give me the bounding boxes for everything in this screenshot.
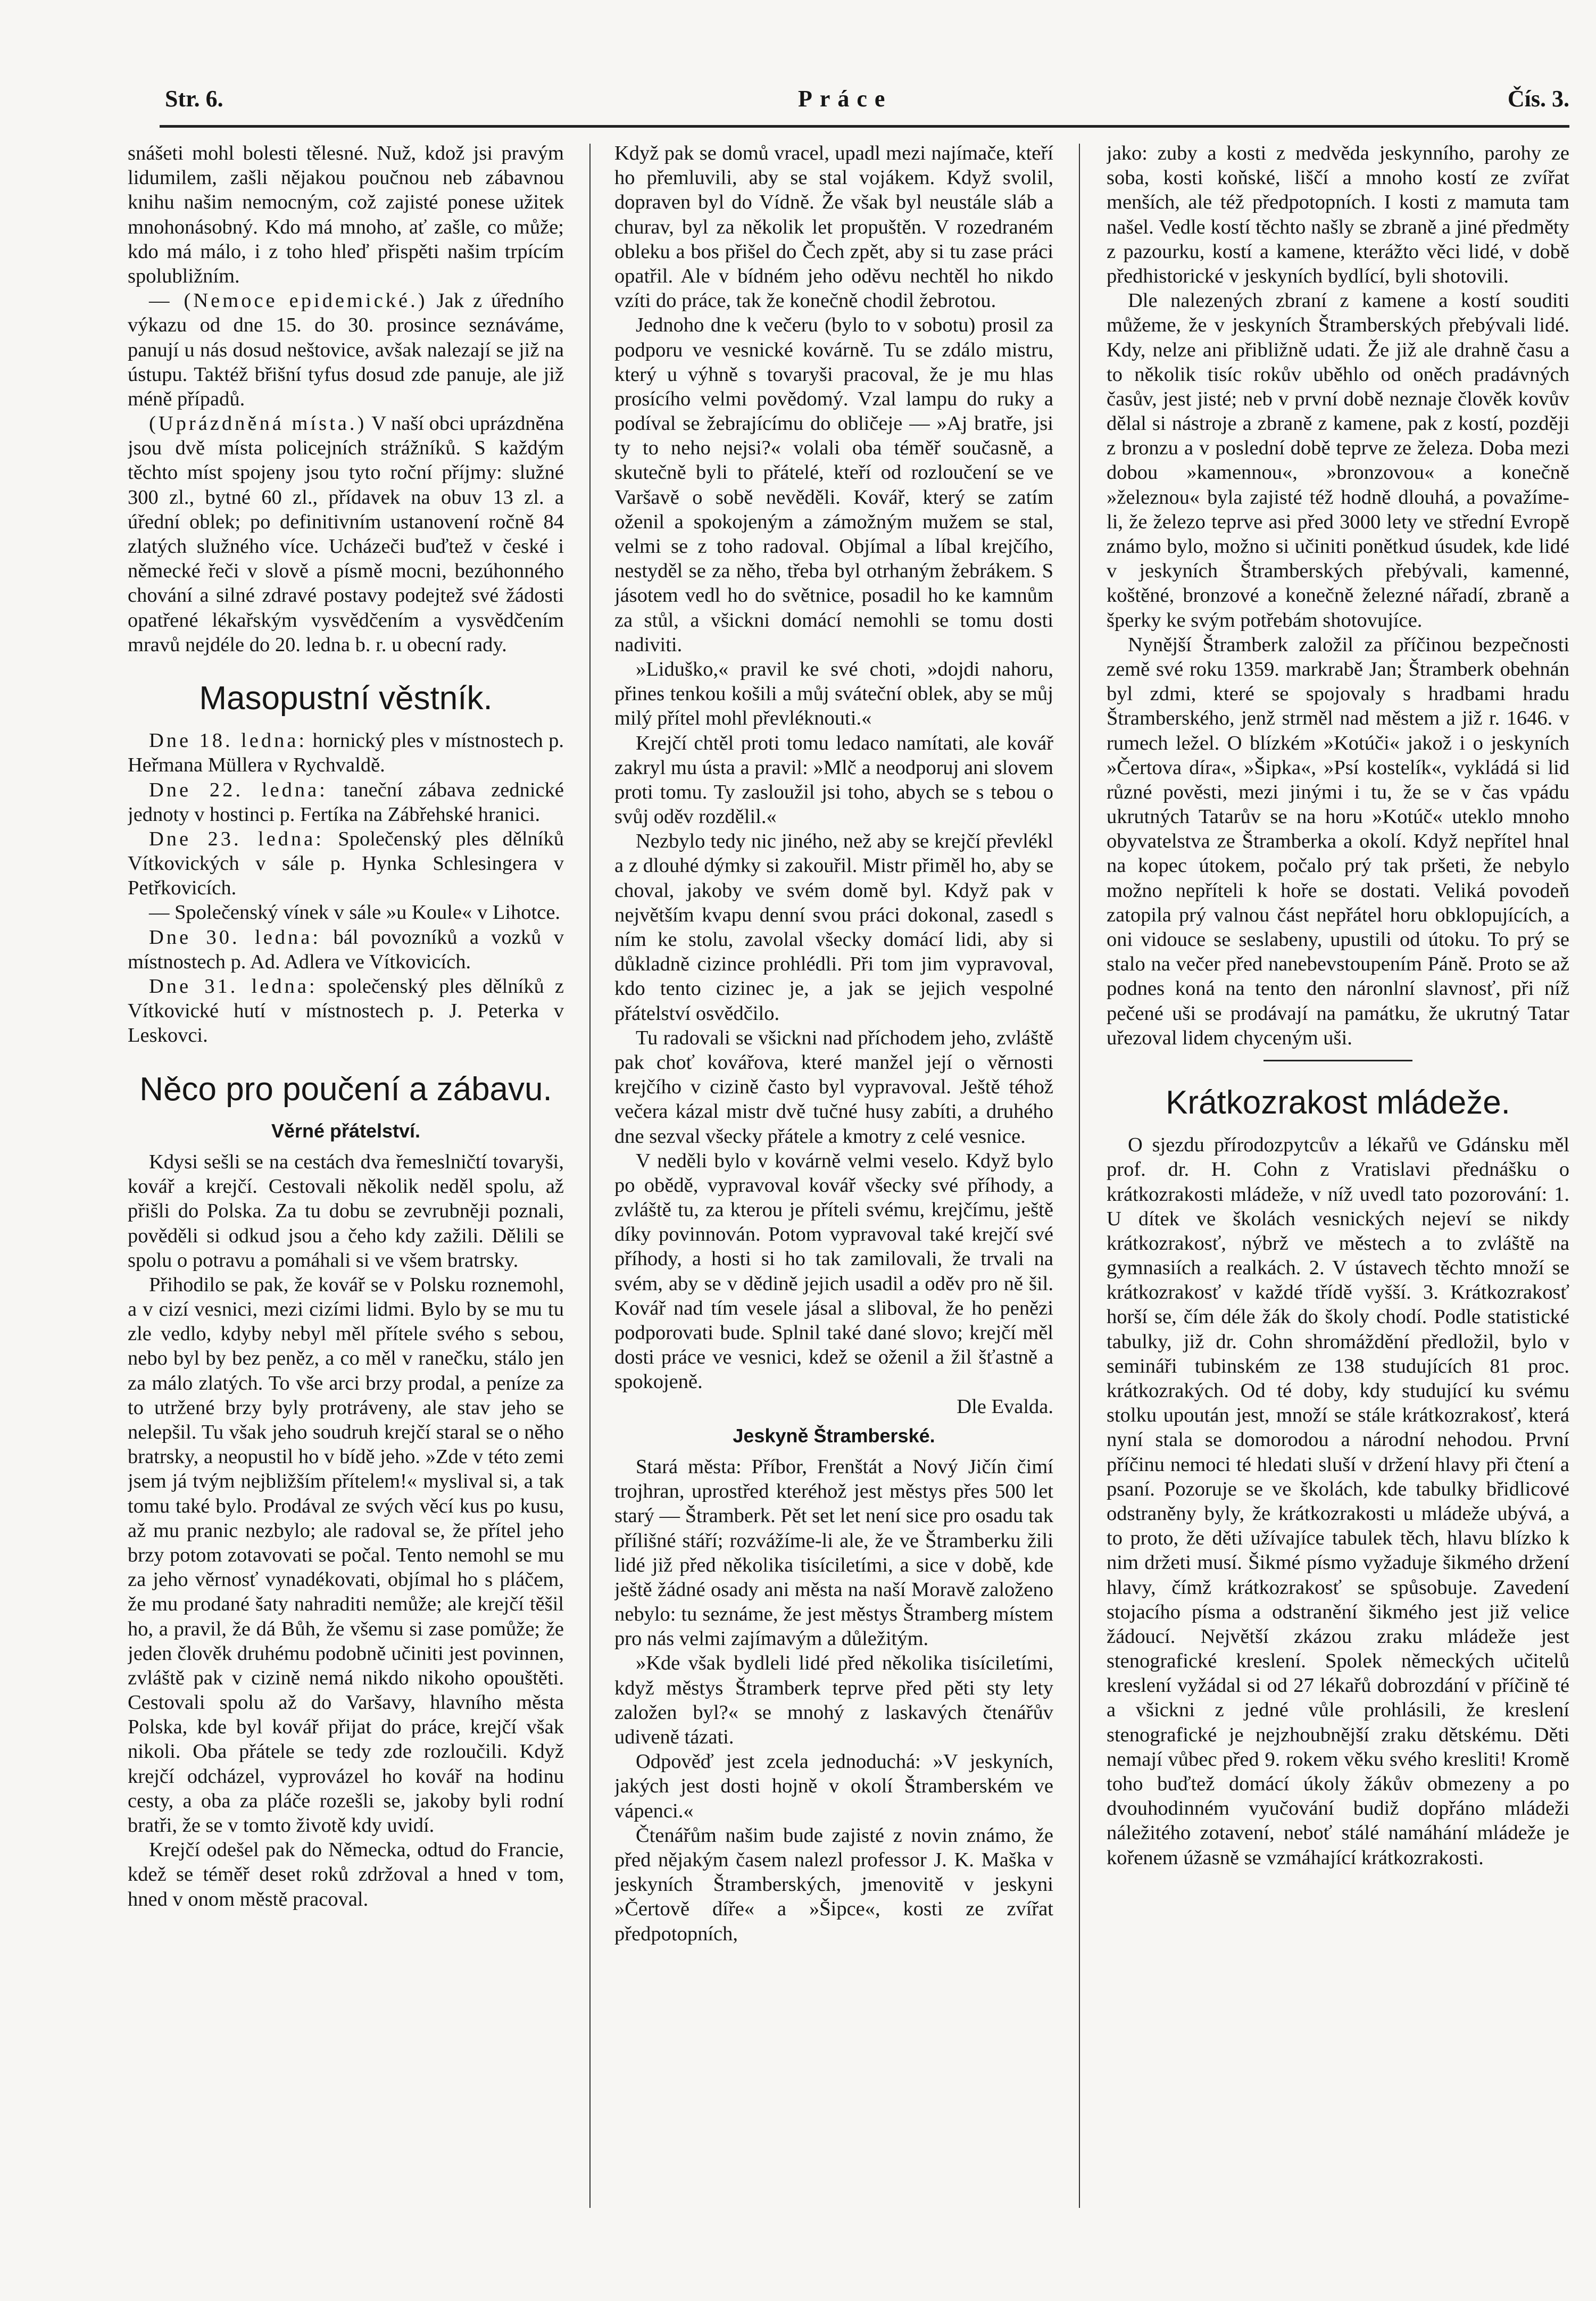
event-text: bál povozníků a vozků v místnostech p. Ad. Adlera ve Vítkovicích.: [128, 926, 564, 973]
event-date: Dne 23. ledna:: [149, 827, 324, 850]
paragraph: Jednoho dne k večeru (bylo to v sobotu) prosil za podporu ve vesnické kovárně. Tu se zdálo mistru, který u výhně s tovaryši pracoval, že je mu hlas prosícího velmi povědomý. Vzal lampu do ruky a podíval se žebrajícímu do obličeje — »Aj bratře, jsi ty to neho nejsi?« volali oba téměř současně, a skutečně byli to přátelé, kteří od rozloučení se ve Varšavě o sobě nevěděli. Kovář, který se zatím oženil a spokojeným a zámožným mužem se stal, velmi se z toho radoval. Objímal a líbal krejčího, nestyděl se za něho, třeba byl otrhaným žebrákem. S jásotem vedl ho do světnice, posadil ho ke kamnům za stůl, a všickni domácí nemohli se tomu dosti nadiviti.: [614, 314, 1053, 656]
header-rule: [160, 125, 1569, 128]
paragraph: Dle nalezených zbraní z kamene a kostí souditi můžeme, že v jeskyních Štramberských přebývali lidé. Kdy, nelze ani přibližně udati. Že již ale drahně času a to několik tisíc rokův uběhlo od oněch pradávných časův, jest jisté; neb v první době neznaje člověk kovův dělal si nástroje a zbraně z kamene, pak z kostí, později z bronzu a v poslední době teprve ze železa. Doba mezi dobou »kamennou«, »bronzovou« a konečně »železnou« byla zajisté též hodně dlouhá, a považíme-li, že železo teprve asi před 3000 lety ve střední Evropě známo bylo, možno si učiniti ponětkud úsudek, kde lidé v jeskyních Štramberských přebývali, kamenné, koštěné, bronzové a konečně železné nářadí, zbraně a šperky ke svým potřebám shotovujíce.: [1107, 289, 1569, 632]
author-signature: Dle Evalda.: [957, 1395, 1053, 1418]
news-item: [128, 411, 564, 657]
event-text: společenský ples dělníků z Vítkovické hutí v místnostech p. J. Peterka v Leskovci.: [128, 975, 564, 1047]
event-item: [128, 827, 564, 901]
paragraph: »Kde však bydleli lidé před několika tisíciletími, když městys Štramberk teprve před pěti sty lety založen byl?« se mnohý z laskavých čtenářův udiveně tázati.: [614, 1652, 1053, 1748]
event-text: taneční zábava zednické jednoty v hostinci p. Fertíka na Zábřehské hranici.: [128, 778, 564, 826]
paragraph: O sjezdu přírodozpytcův a lékařů ve Gdánsku měl prof. dr. H. Cohn z Vratislavi přednášku o krátkozrakosti mládeže, v níž uvedl tato pozorování: 1. U dítek ve školách vesnických nejeví se nikdy krátkozrakosť, nýbrž ve městech a to zvláště na gymnasiích a realkách. 2. V ústavech těchto množí se krátkozrakosť v každé třídě vyšší. 3. Krátkozrakosť horší se, čím déle žák do školy chodí. Podle statistické tabulky, již dr. Cohn shromáždění předložil, bylo v semináři tubinském ze 138 studujících 81 proc. krátkozrakých. Od té doby, kdy studující ku svému stolku upoután jest, množí se stále krátkozrakosť, která nyní stala se domorodou a národní nehodou. První příčinu nemoci té hledati sluší v držení hlavy při čtení a psaní. Pozoruje se ve školách, kde tabulky břidlicové odstraněny byly, že krátkozrakosti u mládeže ubývá, a to proto, že děti užívajíce tabulek těch, hlavu blízko k nim držeti musí. Šikmé písmo vyžaduje šikmého držení hlavy, čímž krátkozrakosť se spůsobuje. Zavedení stojacího písma a odstranění šikmého jest již velice žádoucí. Největší zkázou zraku mládeže jest stenografické kreslení. Spolek německých učitelů kreslení vyžádal si od 27 lékařů dobrozdání v příčině té a všickni z jedné vůle prohlásili, že kreslení stenografické je nejzhoubnější zraku dětskému. Děti nemají vůbec před 9. rokem věku svého kresliti! Kromě toho buďtež domácí úkoly žákův obmezeny a po dvouhodinném vyučování budiž dopřáno mládeži náležitého zotavení, neboť stálé namáhání mládeže je kořenem úžasně se vzmáhající krátkozrakosti.: [1107, 1134, 1569, 1869]
column-3: [1107, 141, 1569, 2261]
page-number: Str. 6.: [165, 86, 223, 112]
paragraph: Krejčí odešel pak do Německa, odtud do Francie, kdež se téměř deset roků zdržoval a hned v tom, hned v onom městě pracoval.: [128, 1839, 564, 1910]
paragraph: »Liduško,« pravil ke své choti, »dojdi nahoru, přines tenkou košili a můj sváteční oblek, aby se můj milý přítel mohl převléknouti.«: [614, 658, 1053, 730]
news-item: [128, 288, 564, 411]
event-item: [128, 974, 564, 1048]
news-heading: (Uprázdněná místa.): [149, 412, 367, 435]
event-item: [128, 925, 564, 974]
news-text: V naší obci uprázdněna jsou dvě místa policejních strážníků. S každým těchto míst spojeny jsou tyto roční příjmy: služné 300 zl., bytné 60 zl., přídavek na obuv 13 zl. a úřední oblek; po definitivním ustanovení ročně 84 zlatých služného více. Ucházeči buďtež v české i německé řeči v slově a písmě mocni, bezúhonného chování a silné zdravé postavy podejtež své žádosti opatřené lékařským vysvědčením a vysvědčením mravů nejdéle do 20. ledna b. r. u obecní rady.: [128, 412, 564, 656]
column-divider: [589, 144, 591, 2208]
paragraph: Čtenářům našim bude zajisté z novin známo, že před nějakým časem nalezl professor J. K. Maška v jeskyních Štramberských, jmenovitě v jeskyni »Čertově díře« a »Šipce«, kosti ze zvířat předpotopních,: [614, 1824, 1053, 1945]
event-item: [128, 778, 564, 827]
section-title-myopia: Krátkozrakost mládeže.: [1166, 1084, 1510, 1121]
section-divider: [1264, 1060, 1412, 1061]
paragraph: Kdysi sešli se na cestách dva řemeslničtí tovaryši, kovář a krejčí. Cestovali několik neděl spolu, až přišli do Polska. Za tu dobu se zevrubněji poznali, pověděli si odkud jsou a čeho kdy zažili. Dělili se spolu o potravu a pomáhali si ve všem bratrsky.: [128, 1150, 564, 1272]
event-item: — Společenský vínek v sále »u Koule« v Lihotce.: [149, 901, 561, 924]
news-text: Jak z úředního výkazu od dne 15. do 30. prosince seznáváme, panují u nás dosud neštovice, avšak nalezají se již na ústupu. Taktéž břišní tyfus dosud zde panuje, ale již méně případů.: [128, 289, 564, 410]
paragraph: Stará města: Příbor, Frenštát a Nový Jičín čimí trojhran, uprostřed kteréhož jest městys přes 500 let starý — Štramberk. Pět set let není sice pro osadu tak přílišné stáří; rozvážíme-li ale, že ve Štramberku žili lidé již před několika tisíciletími, a sice v době, kde ještě žádné osady ani města na naší Moravě založeno nebylo: tu seznáme, že jest městys Štramberg místem pro nás velmi zajímavým a důležitým.: [614, 1455, 1053, 1650]
event-date: Dne 22. ledna:: [149, 778, 328, 801]
paragraph: Když pak se domů vracel, upadl mezi najímače, kteří ho přemluvili, aby se stal vojákem. Když svolil, dopraven byl do Vídně. Že však byl neustále sláb a churav, byl za několik let propuštěn. V rozedraném obleku a bos přišel do Čech zpět, aby si tu zase práci opatřil. Ale v bídném jeho oděvu nechtěl ho nikdo vzíti do práce, tak že konečně chodil žebrotou.: [614, 142, 1053, 312]
paragraph: Nezbylo tedy nic jiného, než aby se krejčí převlékl a z dlouhé dýmky si zakouřil. Mistr přiměl ho, aby se choval, jakoby ve svém domě byl. Když pak v největším kvapu denní svou práci dokonal, zasedl s ním ke stolu, zavolal všecky domácí lidi, aby si důkladně cizince prohlédli. Při tom jim vypravoval, kdo tento cizinec je, a jak se jejich vespolné přátelství osvědčilo.: [614, 830, 1053, 1025]
newspaper-title: Práce: [798, 86, 893, 112]
story-title: Věrné přátelství.: [271, 1119, 421, 1142]
paragraph: Tu radovali se všickni nad příchodem jeho, zvláště pak choť kovářova, které manžel její o věrnosti krejčího v cizině často byl vypravoval. Ještě téhož večera kázal mistr dvě tučné husy zabíti, a druhého dne sezval všecky přátele a kmotry z celé vesnice.: [614, 1026, 1053, 1148]
event-item: [128, 728, 564, 777]
paragraph: Krejčí chtěl proti tomu ledaco namítati, ale kovář zakryl mu ústa a pravil: »Mlč a neodporuj ani slovem proti tomu. Ty zasloužil jsi toho, abych se s tebou o svůj oděv rozdělil.«: [614, 732, 1053, 828]
article-title-caves: Jeskyně Štramberské.: [733, 1424, 935, 1447]
paragraph: V neděli bylo v kovárně velmi veselo. Když bylo po obědě, vypravoval kovář všecky své příhody, a zvláště tu, za kterou je příteli svému, krejčímu, ještě díky povinnován. Potom vypravoval také krejčí své příhody, a hosti si ho tak zamilovali, že trvali na svém, aby se v dědině jejich usadil a oděv pro ně šil. Kovář nad tím vesele jásal a sliboval, že ho penězi podporovati bude. Splnil také dané slovo; krejčí měl dosti práce ve vesnici, kdež se oženil a žil šťastně a spokojeně.: [614, 1149, 1053, 1393]
paragraph: Přihodilo se pak, že kovář se v Polsku roznemohl, a v cizí vesnici, mezi cizími lidmi. Bylo by se mu tu zle vedlo, kdyby nebyl měl přítele svého s sebou, nebo byl by bez peněz, a co měl v ranečku, stálo jen za málo zlatých. To vše arci brzy prodal, a peníze za to utržené brzy byly protráveny, ale stav jeho se nelepšil. Tu však jeho soudruh krejčí staral se o něho bratrsky, a neopustil ho v bídě jeho. »Zde v této zemi jsem já tvým nejbližším přítelem!« myslival si, a tak tomu také bylo. Prodával ze svých věcí kus po kusu, až mu pranic nezbylo; ale radoval se, že přítel jeho brzy potom zotavovati se počal. Tento nemohl se mu za jeho věrnosť vynadékovati, objímal ho s pláčem, že mu prodané šaty nahraditi nemůže; ale krejčí těšil ho, a pravil, že dá Bůh, že všemu si zase pomůže; že jeden člověk druhému podobně učiniti jest povinnen, zvláště pak v cizině nemá nikdo nikoho opouštěti. Cestovali spolu až do Varšavy, hlavního města Polska, kde byl kovář přijat do práce, krejčí však nikoli. Oba přátele se tedy zde rozloučili. Když krejčí odcházel, vyprovázel ho kovář na hodinu cesty, a oba za pláče rozešli se, jakoby byli rodní bratři, že se v tomto životě kdy uvidí.: [128, 1273, 564, 1837]
column-divider: [1079, 144, 1080, 2208]
event-text: hornický ples v místnostech p. Heřmana Müllera v Rychvaldě.: [128, 729, 564, 777]
section-title-carnival: Masopustní věstník.: [199, 679, 493, 717]
column-1: [128, 141, 564, 2261]
paragraph: Nynější Štramberk založil za příčinou bezpečnosti země své roku 1359. markrabě Jan; Štramberk obehnán byl zdmi, které se spojovaly s hradbami hradu Štramberského, jenž strměl nad městem a již r. 1646. v rumech ležel. O blízkém »Kotúči« jakož i o jeskyních »Čertova díra«, »Šipka«, »Psí kostelík«, vykládá si lid různé pověsti, mezi jinými i tu, že se v čas vpádu ukrutných Tatarův se na horu »Kotúč« uteklo mnoho obyvatelstva ze Štramberka a okolí. Když nepřítel hnal na kopec útokem, počalo prý tak pršeti, že nebylo možno nepříteli k hoře se dostati. Veliká povodeň zatopila prý valnou část nepřátel horu obklopujících, a oni vidouce se seslabeny, upustili od útoku. To prý se stalo na večer před nanebevstoupením Páně. Proto se až podnes koná na tento den náronlní slavnosť, při níž pečené uši se prodávají na památku, že ukrutný Tatar uřezoval lidem chyceným uši.: [1107, 633, 1569, 1049]
paragraph: Odpověď jest zcela jednoduchá: »V jeskyních, jakých jest dosti hojně v okolí Štramberském ve vápenci.«: [614, 1750, 1053, 1822]
news-heading: — (Nemoce epidemické.): [149, 289, 428, 312]
paragraph: jako: zuby a kosti z medvěda jeskynního, parohy ze soba, kosti koňské, liščí a mnoho kostí ze zvířat menších, ale též předpotopních. I kosti z mamuta tam našel. Vedle kostí těchto našly se zbraně a jiné předměty z pazourku, kostí a kamene, kterážto věci lidé, v době předhistorické v jeskyních bydlící, byli shotovili.: [1107, 142, 1569, 287]
section-title-education: Něco pro poučení a zábavu.: [139, 1070, 552, 1108]
event-date: Dne 18. ledna:: [149, 729, 307, 752]
paragraph: snášeti mohl bolesti tělesné. Nuž, kdož jsi pravým lidumilem, zašli nějakou poučnou neb zábavnou knihu našim nemocným, což zajisté ponese užitek mnohonásobný. Kdo má mnoho, ať zašle, co může; kdo má málo, i z toho hleď přispěti našim trpícím spolubližním.: [128, 142, 564, 287]
event-date: Dne 30. ledna:: [149, 926, 321, 949]
event-text: Společenský ples dělníků Vítkovických v sále p. Hynka Schlesingera v Petřkovicích.: [128, 827, 564, 900]
column-2: [614, 141, 1053, 2261]
event-date: Dne 31. ledna:: [149, 975, 318, 998]
page-header: [165, 85, 1569, 122]
issue-number: Čís. 3.: [1507, 86, 1569, 112]
